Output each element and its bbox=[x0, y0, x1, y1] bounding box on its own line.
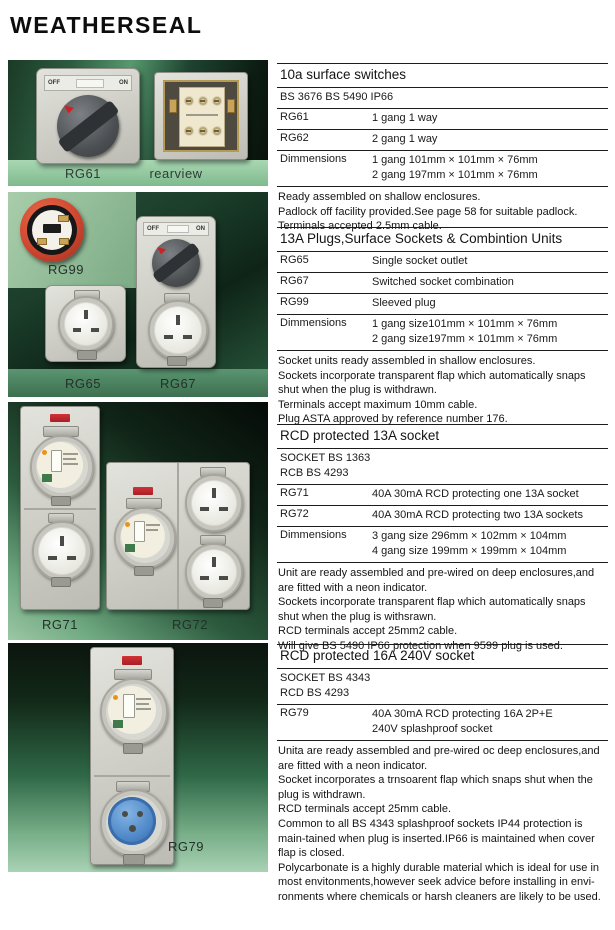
switch-rating-tag bbox=[167, 225, 189, 233]
product-code: RG61 bbox=[280, 111, 309, 123]
photo-surface-switches bbox=[8, 60, 268, 186]
photo-label-rg65: RG65 bbox=[65, 376, 101, 391]
product-code: RG65 bbox=[280, 254, 309, 266]
dimension-line: 1 gang 101mm × 101mm × 76mm bbox=[372, 154, 538, 166]
product-desc: Single socket outlet bbox=[372, 255, 468, 267]
section-rcd-16a-socket bbox=[277, 644, 608, 905]
earth-hole bbox=[212, 557, 216, 567]
terminal-screw bbox=[212, 126, 222, 136]
rcd-text bbox=[136, 698, 151, 700]
switch-rating-tag bbox=[76, 79, 104, 88]
rcd-text bbox=[63, 463, 78, 465]
photo-label-rg71: RG71 bbox=[42, 617, 78, 632]
pin-hole bbox=[137, 811, 143, 817]
dimension-line: 2 gang 197mm × 101mm × 76mm bbox=[372, 169, 538, 181]
table-row bbox=[277, 150, 608, 186]
standards-block bbox=[277, 87, 608, 108]
earth-hole bbox=[212, 488, 216, 498]
rcd-module bbox=[121, 514, 165, 558]
live-pin bbox=[37, 238, 47, 245]
rg79-unit-photo bbox=[90, 647, 174, 865]
standard-line: RCB BS 4293 bbox=[280, 467, 349, 479]
live-hole bbox=[73, 328, 81, 332]
rcd-text bbox=[63, 458, 76, 460]
note-line: Padlock off facility provided.See page 58 for suitable padlock. bbox=[278, 205, 578, 218]
section-notes bbox=[277, 741, 608, 905]
section-notes bbox=[277, 563, 608, 654]
product-desc: 40A 30mA RCD protecting one 13A socket bbox=[372, 488, 579, 500]
earth-pin-hole bbox=[129, 825, 136, 832]
dimension-line: 3 gang size 296mm × 102mm × 104mm bbox=[372, 530, 567, 542]
table-row bbox=[277, 505, 608, 526]
label-band bbox=[8, 369, 268, 397]
photo-label-rg61: RG61 bbox=[65, 166, 101, 181]
socket-face bbox=[192, 550, 236, 594]
product-code: RG99 bbox=[280, 296, 309, 308]
socket-latch bbox=[77, 350, 97, 360]
rg99-plug-photo bbox=[20, 198, 84, 262]
rcd-rocker bbox=[123, 694, 135, 718]
rcd-chip bbox=[113, 720, 123, 728]
rcd-module bbox=[37, 442, 83, 488]
product-code: RG72 bbox=[280, 508, 309, 520]
test-dot bbox=[125, 522, 130, 527]
terminal-screw bbox=[198, 96, 208, 106]
earth-hole bbox=[60, 536, 64, 546]
plug-face bbox=[32, 210, 72, 250]
standards-block bbox=[277, 668, 608, 704]
section-title: 13A Plugs,Surface Sockets & Combintion Units bbox=[280, 231, 563, 246]
switch-label-strip bbox=[44, 75, 132, 91]
rcd-chip bbox=[42, 474, 52, 482]
socket-face bbox=[155, 307, 201, 353]
pin-hole bbox=[122, 811, 128, 817]
rcd-rocker bbox=[134, 521, 145, 542]
note-line: Will give BS 5490 IP66 protection when 9599 plug is used. bbox=[278, 639, 563, 652]
product-desc: 40A 30mA RCD protecting two 13A sockets bbox=[372, 509, 583, 521]
section-title: 10a surface switches bbox=[280, 67, 407, 82]
product-code: RG71 bbox=[280, 487, 309, 499]
brass-contact bbox=[169, 99, 177, 113]
rcd-rocker bbox=[51, 450, 62, 472]
rg72-unit-photo bbox=[106, 462, 250, 610]
dimension-line: 4 gang size 199mm × 199mm × 104mm bbox=[372, 545, 567, 557]
photo-rcd-16a bbox=[8, 643, 268, 872]
blue-socket-face bbox=[108, 797, 156, 845]
switch-label-strip bbox=[143, 222, 209, 236]
rg61-switch-photo bbox=[36, 68, 140, 164]
product-desc: 240V splashproof socket bbox=[372, 723, 493, 735]
live-hole bbox=[48, 556, 57, 560]
terminal-screw bbox=[212, 96, 222, 106]
standards-block bbox=[277, 448, 608, 484]
note-line: Sockets incorporate transparent flap which automatically snaps shut when the plug is withsrawn. bbox=[278, 596, 586, 623]
product-code: RG79 bbox=[280, 707, 309, 719]
earth-pin bbox=[58, 215, 69, 222]
socket-latch bbox=[167, 356, 187, 366]
rcd-latch bbox=[134, 566, 154, 576]
terminal-screw bbox=[184, 96, 194, 106]
rcd-text bbox=[63, 453, 78, 455]
test-dot bbox=[42, 450, 47, 455]
terminal-marking bbox=[186, 114, 218, 116]
photo-label-rg99: RG99 bbox=[48, 262, 84, 277]
rearview-photo bbox=[154, 72, 248, 160]
note-line: Terminals accepted 2.5mm cable. bbox=[278, 220, 442, 233]
section-10a-surface-switches bbox=[277, 63, 608, 234]
neutral-pin bbox=[59, 238, 69, 245]
section-notes bbox=[277, 351, 608, 427]
table-row bbox=[277, 129, 608, 150]
dimension-line: 1 gang size101mm × 101mm × 76mm bbox=[372, 318, 558, 330]
red-pointer bbox=[64, 103, 75, 114]
note-line: Polycarbonate is a highly durable material which is ideal for use in most envitonments,however seek advice before installing in envi-ronments where chemicals or harsh cleaners are likely to be used. bbox=[278, 861, 601, 903]
neutral-hole bbox=[219, 576, 228, 580]
brass-contact bbox=[227, 99, 235, 113]
rcd-latch bbox=[51, 496, 71, 506]
photo-label-rg67: RG67 bbox=[160, 376, 196, 391]
section-title: RCD protected 13A socket bbox=[280, 428, 440, 443]
terminal-screw bbox=[184, 126, 194, 136]
terminal-screw bbox=[198, 126, 208, 136]
note-line: Socket incorporates a trnsoarent flap which snaps shut when the plug is withdrawn. bbox=[278, 774, 593, 801]
photo-label-rg79: RG79 bbox=[168, 839, 204, 854]
note-line: Plug ASTA approved by reference number 176. bbox=[278, 413, 508, 426]
dimension-line: 2 gang size197mm × 101mm × 76mm bbox=[372, 333, 558, 345]
section-title: RCD protected 16A 240V socket bbox=[280, 648, 475, 663]
live-hole bbox=[200, 507, 209, 511]
switch-off-text: OFF bbox=[147, 226, 159, 232]
note-line: RCD terminals accept 25mm2 cable. bbox=[278, 625, 458, 638]
section-13a-plugs-sockets bbox=[277, 227, 608, 427]
table-row bbox=[277, 251, 608, 272]
table-row bbox=[277, 484, 608, 505]
earth-hole bbox=[176, 315, 180, 325]
rcd-text bbox=[146, 524, 160, 526]
table-row bbox=[277, 526, 608, 562]
socket-face bbox=[192, 481, 236, 525]
note-line: RCD terminals accept 25mm cable. bbox=[278, 803, 452, 816]
table-row bbox=[277, 314, 608, 350]
note-line: Unit are ready assembled and pre-wired on deep enclosures,and are fitted with a neon indicator. bbox=[278, 567, 595, 594]
table-row bbox=[277, 272, 608, 293]
red-pointer bbox=[157, 245, 167, 255]
standard-line: SOCKET BS 4343 bbox=[280, 672, 371, 684]
product-desc: 1 gang 1 way bbox=[372, 112, 438, 124]
standard-line: BS 3676 BS 5490 IP66 bbox=[280, 91, 394, 103]
live-hole bbox=[200, 576, 209, 580]
rg65-socket-photo bbox=[45, 285, 126, 362]
dimensions-label: Dimmensions bbox=[280, 317, 347, 329]
product-desc: Switched socket combination bbox=[372, 276, 514, 288]
rg67-combination-photo bbox=[136, 216, 216, 368]
product-desc: 2 gang 1 way bbox=[372, 133, 438, 145]
neutral-hole bbox=[183, 335, 192, 339]
product-desc: Sleeved plug bbox=[372, 297, 436, 309]
module-divider bbox=[177, 463, 179, 609]
product-desc: 40A 30mA RCD protecting 16A 2P+E bbox=[372, 708, 553, 720]
rotary-knob bbox=[57, 95, 119, 157]
note-line: Sockets incorporate transparent flap which automatically snaps shut when the plug is withdrawn. bbox=[278, 369, 586, 397]
module-divider bbox=[94, 775, 170, 777]
test-dot bbox=[113, 695, 118, 700]
note-line: Terminals accept maximum 10mm cable. bbox=[278, 398, 478, 411]
dimensions-label: Dimmensions bbox=[280, 153, 347, 165]
table-row bbox=[277, 704, 608, 740]
socket-face bbox=[39, 528, 85, 574]
module-divider bbox=[24, 508, 96, 510]
socket-latch bbox=[51, 577, 71, 587]
table-row bbox=[277, 293, 608, 314]
photo-label-rearview: rearview bbox=[149, 166, 203, 181]
page-title: WEATHERSEAL bbox=[10, 12, 203, 38]
switch-off-text: OFF bbox=[48, 80, 60, 86]
neon-indicator bbox=[133, 487, 153, 495]
socket-latch bbox=[203, 598, 223, 608]
socket-latch bbox=[123, 854, 145, 865]
neutral-hole bbox=[91, 328, 99, 332]
rg71-unit-photo bbox=[20, 406, 100, 610]
neutral-hole bbox=[67, 556, 76, 560]
socket-face bbox=[65, 303, 107, 345]
dimensions-label: Dimmensions bbox=[280, 529, 347, 541]
note-line: Unita are ready assembled and pre-wired oc deep enclosures,and are fitted with a neon indicator. bbox=[278, 745, 600, 772]
rcd-latch bbox=[123, 743, 143, 754]
photo-label-rg72: RG72 bbox=[172, 617, 208, 632]
live-hole bbox=[164, 335, 173, 339]
rcd-module bbox=[108, 686, 156, 734]
section-rcd-13a-socket bbox=[277, 424, 608, 654]
note-line: Common to all BS 4343 splashproof sockets IP44 protection is main-tained when plug is inserted.IP66 is maintained when cover flap is closed. bbox=[278, 817, 595, 860]
switch-on-text: ON bbox=[119, 80, 128, 86]
fuse-holder bbox=[43, 224, 61, 233]
neon-indicator bbox=[50, 414, 70, 422]
rcd-text bbox=[146, 529, 158, 531]
product-code: RG67 bbox=[280, 275, 309, 287]
switch-on-text: ON bbox=[196, 226, 205, 232]
photo-plugs-sockets bbox=[8, 192, 268, 397]
neutral-hole bbox=[219, 507, 228, 511]
rcd-chip bbox=[125, 544, 135, 552]
earth-hole bbox=[84, 310, 88, 319]
table-row bbox=[277, 108, 608, 129]
note-line: Socket units ready assembled in shallow enclosures. bbox=[278, 355, 536, 367]
photo-rcd-13a bbox=[8, 402, 268, 640]
product-code: RG62 bbox=[280, 132, 309, 144]
terminal-block bbox=[179, 87, 225, 147]
rcd-text bbox=[136, 708, 151, 710]
rotary-knob bbox=[152, 239, 200, 287]
neon-indicator bbox=[122, 656, 142, 665]
standard-line: RCD BS 4293 bbox=[280, 687, 350, 699]
note-line: Ready assembled on shallow enclosures. bbox=[278, 191, 481, 203]
standard-line: SOCKET BS 1363 bbox=[280, 452, 371, 464]
rcd-text bbox=[136, 703, 149, 705]
